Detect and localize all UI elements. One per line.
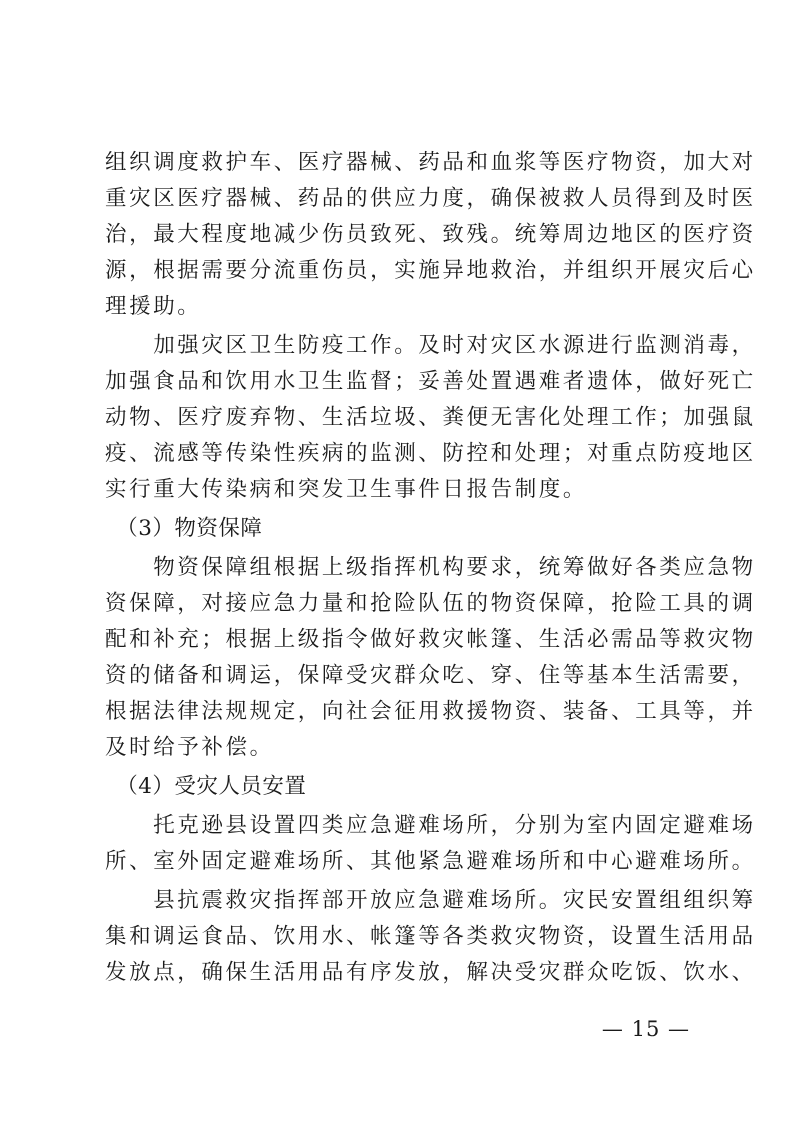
- body-text-line: 动物、医疗废弃物、生活垃圾、粪便无害化处理工作；加强鼠: [105, 405, 756, 430]
- section-heading: （4）受灾人员安置: [105, 774, 307, 799]
- body-text-line: 加强食品和饮用水卫生监督；妥善处置遇难者遗体，做好死亡: [105, 369, 756, 394]
- body-text-line: 资保障，对接应急力量和抢险队伍的物资保障，抢险工具的调: [105, 591, 756, 616]
- body-text-line: 实行重大传染病和突发卫生事件日报告制度。: [105, 477, 588, 502]
- body-text-line: 疫、流感等传染性疾病的监测、防控和处理；对重点防疫地区: [105, 441, 756, 466]
- body-text-line: 源，根据需要分流重伤员，实施异地救治，并组织开展灾后心: [105, 258, 756, 283]
- body-text-line: 托克逊县设置四类应急避难场所，分别为室内固定避难场: [105, 813, 756, 838]
- section-heading: （3）物资保障: [105, 516, 263, 541]
- body-text-line: 物资保障组根据上级指挥机构要求，统筹做好各类应急物: [105, 555, 756, 580]
- body-text-line: 所、室外固定避难场所、其他紧急避难场所和中心避难场所。: [105, 849, 756, 874]
- page-number: — 15 —: [601, 1017, 690, 1041]
- body-text-line: 配和补充；根据上级指令做好救灾帐篷、生活必需品等救灾物: [105, 627, 756, 652]
- body-text-line: 资的储备和调运，保障受灾群众吃、穿、住等基本生活需要，: [105, 663, 756, 688]
- body-text-line: 及时给予补偿。: [105, 735, 274, 760]
- body-text-line: 集和调运食品、饮用水、帐篷等各类救灾物资，设置生活用品: [105, 924, 756, 949]
- body-text-line: 根据法律法规规定，向社会征用救援物资、装备、工具等，并: [105, 699, 756, 724]
- body-text-line: 组织调度救护车、医疗器械、药品和血浆等医疗物资，加大对: [105, 150, 756, 175]
- body-text-line: 重灾区医疗器械、药品的供应力度，确保被救人员得到及时医: [105, 186, 756, 211]
- body-text-line: 治，最大程度地减少伤员致死、致残。统筹周边地区的医疗资: [105, 222, 756, 247]
- body-text-line: 发放点，确保生活用品有序发放，解决受灾群众吃饭、饮水、: [105, 960, 756, 985]
- body-text-line: 理援助。: [105, 294, 202, 319]
- body-text-line: 县抗震救灾指挥部开放应急避难场所。灾民安置组组织筹: [105, 888, 756, 913]
- body-text-line: 加强灾区卫生防疫工作。及时对灾区水源进行监测消毒，: [105, 333, 756, 358]
